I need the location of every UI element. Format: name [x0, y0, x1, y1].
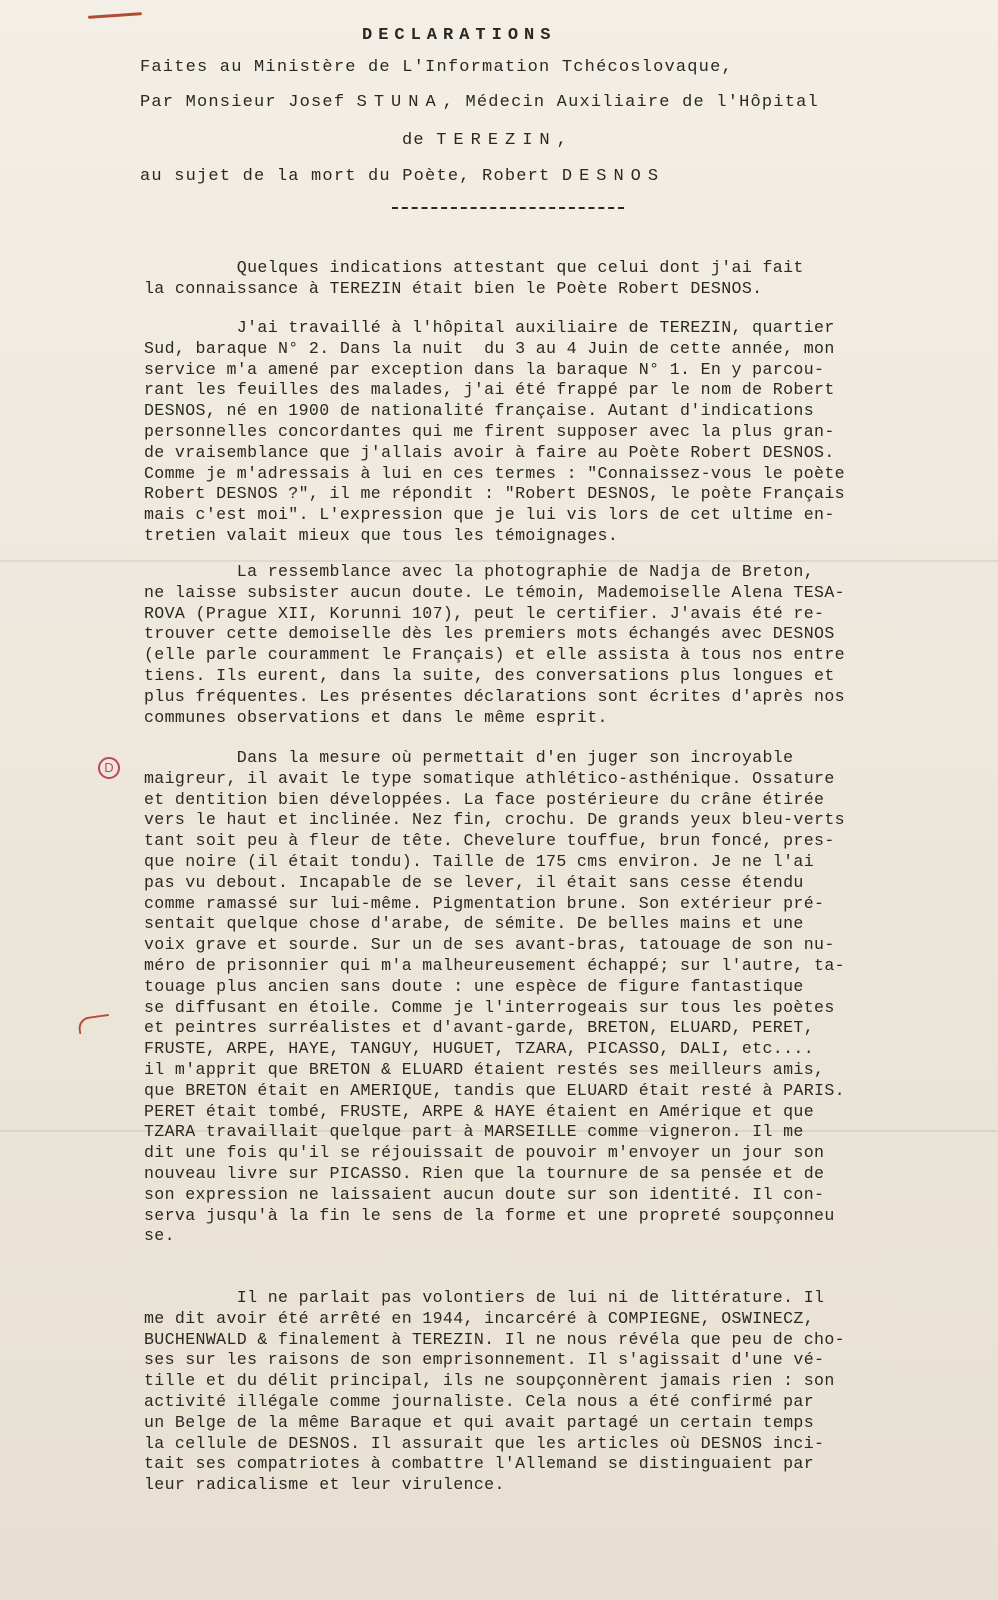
paragraph: Quelques indications attestant que celui dont j'ai fait la connaissance à TEREZIN était bien le Poète Robert DESNOS. — [144, 258, 804, 298]
paragraph: La ressemblance avec la photographie de Nadja de Breton, ne laisse subsister aucun doute. Le témoin, Mademoiselle Alena TESA- ROVA (Prague XII, Korunni 107), peut le certifier. J'avais été re- trouver cette demoiselle dès les premiers mots échangés avec DESNOS (elle parle couramment le Français) et elle assista à tous nos entre tiens. Ils eurent, dans la suite, des conversations plus longues et plus fréquentes. Les présentes déclarations sont écrites d'après nos communes observations et dans le même esprit. — [144, 562, 845, 727]
header-line-hospital: de TEREZIN, — [402, 131, 569, 150]
margin-pencil-mark — [77, 1014, 111, 1034]
header-line-author: Par Monsieur Josef STUNA, Médecin Auxiliaire de l'Hôpital — [140, 93, 819, 112]
document-title: DECLARATIONS — [362, 26, 557, 45]
paragraph: Dans la mesure où permettait d'en juger son incroyable maigreur, il avait le type somatique athlético-asthénique. Ossature et dentition bien développées. La face postérieure du crâne étirée vers le haut et inclinée. Nez fin, crochu. De grands yeux bleu-verts tant soit peu à fleur de tête. Chevelure touffue, brun foncé, pres- que noire (il était tondu). Taille de 175 cms environ. Je ne l'ai pas vu debout. Incapable de se lever, il était sans cesse étendu comme ramassé sur lui-même. Pigmentation brune. Son extérieur pré- sentait quelque chose d'arabe, de sémite. De belles mains et une voix grave et sourde. Sur un de ses avant-bras, tatouage de son nu- méro de prisonnier qui m'a malheureusement échappé; sur l'autre, ta- touage plus ancien sans doute : une espèce de figure fantastique se diffusant en étoile. Comme je l'interrogeais sur tous les poètes et peintres surréalistes et d'avant-garde, BRETON, ELUARD, PERET, FRUSTE, ARPE, HAYE, TANGUY, HUGUET, TZARA, PICASSO, DALI, etc.... il m'apprit que BRETON & ELUARD étaient restés ses meilleurs amis, que BRETON était en AMERIQUE, tandis que ELUARD était resté à PARIS. PERET était tombé, FRUSTE, ARPE & HAYE étaient en Amérique et que TZARA travaillait quelque part à MARSEILLE comme vigneron. Il me dit une fois qu'il se réjouissait de pouvoir m'envoyer un jour son nouveau livre sur PICASSO. Rien que la tournure de sa pensée et de son expression ne laissaient aucun doute sur son identité. Il con- serva jusqu'à la fin le sens de la forme et une propreté soupçonneu se. — [144, 748, 845, 1246]
red-pencil-mark — [88, 12, 142, 19]
paragraph: Il ne parlait pas volontiers de lui ni de littérature. Il me dit avoir été arrêté en 1944, incarcéré à COMPIEGNE, OSWINECZ, BUCHENWALD & finalement à TEREZIN. Il ne nous révéla que peu de cho- ses sur les raisons de son emprisonnement. Il s'agissait d'une vé- tille et du délit principal, ils ne soupçonnèrent jamais rien : son activité illégale comme journaliste. Cela nous a été confirmé par un Belge de la même Baraque et qui avait partagé un certain temps la cellule de DESNOS. Il assurait que les articles où DESNOS inci- tait ses compatriotes à combattre l'Allemand se distinguaient par leur radicalisme et leur virulence. — [144, 1288, 845, 1495]
dashed-divider — [392, 207, 624, 209]
paragraph: J'ai travaillé à l'hôpital auxiliaire de TEREZIN, quartier Sud, baraque N° 2. Dans la nuit du 3 au 4 Juin de cette année, mon service m'a amené par exception dans la baraque N° 1. En y parcou- rant les feuilles des malades, j'ai été frappé par le nom de Robert DESNOS, né en 1900 de nationalité française. Autant d'indications personnelles concordantes qui me firent supposer avec la plus gran- de vraisemblance que j'allais avoir à faire au Poète Robert DESNOS. Comme je m'adressais à lui en ces termes : "Connaissez-vous le poète Robert DESNOS ?", il me répondit : "Robert DESNOS, le poète Français mais c'est moi". L'expression que je lui vis lors de cet ultime en- tretien valait mieux que tous les témoignages. — [144, 318, 845, 545]
header-line-subject: au sujet de la mort du Poète, Robert DESNOS — [140, 167, 666, 186]
circled-letter-annotation: D — [98, 757, 120, 779]
header-line-ministry: Faites au Ministère de L'Information Tchécoslovaque, — [140, 58, 733, 77]
